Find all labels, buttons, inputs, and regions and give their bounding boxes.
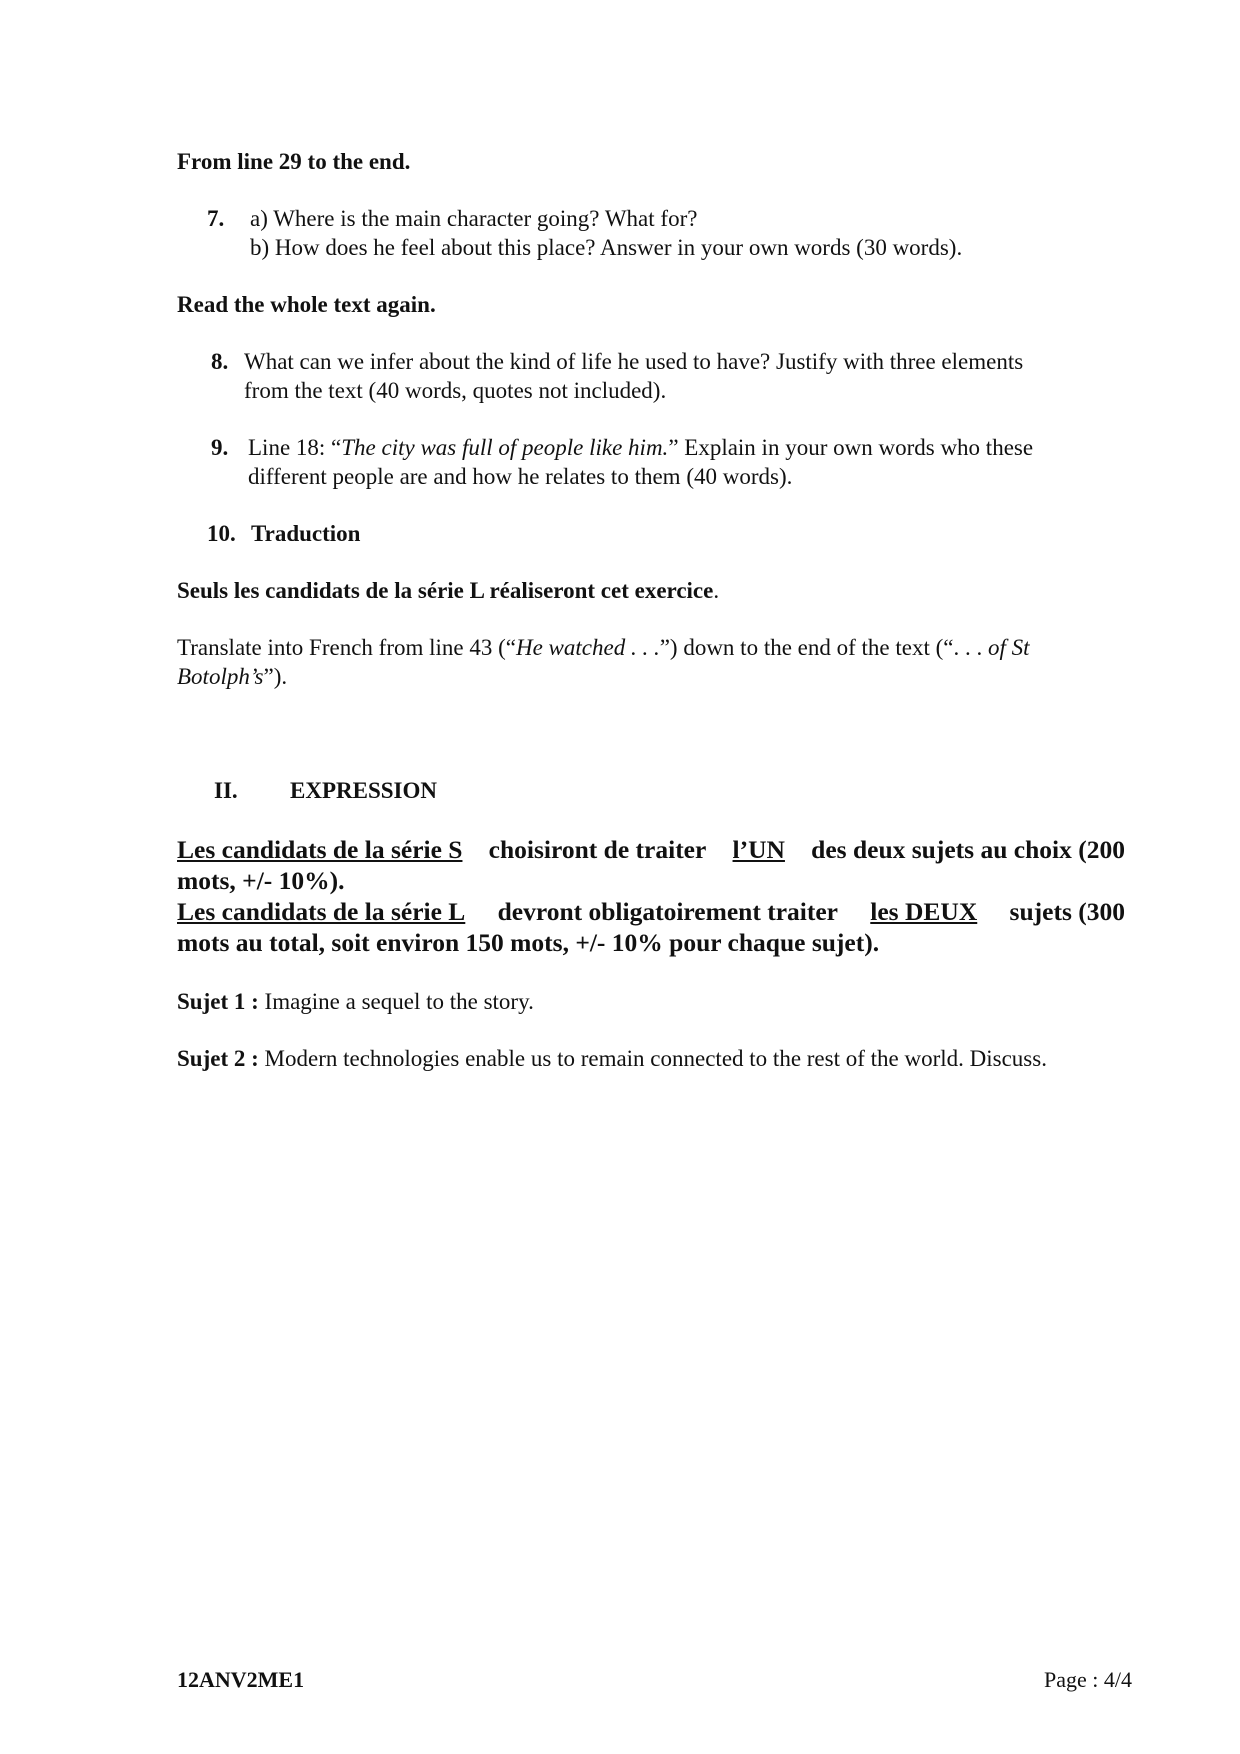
question-8-line1: What can we infer about the kind of life he used to have? Justify with three elements <box>244 349 1024 374</box>
question-number: 7. <box>207 206 225 231</box>
section-heading-whole-text: Read the whole text again. <box>177 292 436 317</box>
question-7a-text: a) Where is the main character going? What for? <box>250 206 698 231</box>
sujet-2 <box>177 1044 1047 1074</box>
section-title: EXPRESSION <box>290 778 437 803</box>
question-9-quote: The city was full of people like him. <box>341 435 669 460</box>
question-number: 10. <box>207 521 236 546</box>
instruction-text: des deux sujets au choix (200 <box>811 835 1125 864</box>
footer-page-number: Page : 4/4 <box>1044 1667 1132 1692</box>
sujet-text: Modern technologies enable us to remain connected to the rest of the world. Discuss. <box>264 1046 1047 1071</box>
translation-end-quote: Botolph’s <box>177 664 264 689</box>
sujet-1 <box>177 987 534 1017</box>
question-9-line2: different people are and how he relates to them (40 words). <box>248 464 793 489</box>
instructions-serie-s-line2: mots, +/- 10%). <box>177 866 345 895</box>
section-heading-line29: From line 29 to the end. <box>177 149 411 174</box>
question-number: 9. <box>211 435 229 460</box>
translation-text: Translate into French from line 43 (“ <box>177 635 516 660</box>
translation-end-quote: of St <box>988 635 1030 660</box>
question-9-line1 <box>248 433 1033 463</box>
choice-count: les DEUX <box>870 897 978 926</box>
footer-code: 12ANV2ME1 <box>177 1667 305 1692</box>
translation-text: ”) down to the end of the text (“. . . <box>659 635 988 660</box>
choice-count: l’UN <box>732 835 785 864</box>
instruction-text: choisiront de traiter <box>488 835 707 864</box>
serie-l-note-bold: Seuls les candidats de la série L réaliseront cet exercice <box>177 578 714 603</box>
serie-l-note-end: . <box>713 578 720 603</box>
instructions-serie-l-line1 <box>177 896 1125 927</box>
serie-l-note <box>177 576 719 606</box>
question-9-suffix: ” Explain in your own words who these <box>668 435 1034 460</box>
sujet-text: Imagine a sequel to the story. <box>264 989 534 1014</box>
question-9-prefix: Line 18: “ <box>248 435 342 460</box>
serie-l-label: Les candidats de la série L <box>177 897 466 926</box>
instructions-serie-l-line2: mots au total, soit environ 150 mots, +/- 10% pour chaque sujet). <box>177 928 880 957</box>
question-number: 8. <box>211 349 229 374</box>
sujet-label: Sujet 2 : <box>177 1046 259 1071</box>
serie-s-label: Les candidats de la série S <box>177 835 463 864</box>
question-8-line2: from the text (40 words, quotes not included). <box>244 378 667 403</box>
section-number: II. <box>214 778 238 803</box>
translation-text: ”). <box>263 664 288 689</box>
translation-start-quote: He watched . . . <box>515 635 660 660</box>
question-10-label: Traduction <box>251 521 361 546</box>
translation-instruction-line2 <box>177 662 287 692</box>
sujet-label: Sujet 1 : <box>177 989 259 1014</box>
question-7b-text: b) How does he feel about this place? Answer in your own words (30 words). <box>250 235 963 260</box>
instruction-text: devront obligatoirement traiter <box>497 897 838 926</box>
instructions-serie-s-line1 <box>177 834 1125 865</box>
translation-instruction-line1 <box>177 633 1030 663</box>
instruction-text: sujets (300 <box>1009 897 1125 926</box>
